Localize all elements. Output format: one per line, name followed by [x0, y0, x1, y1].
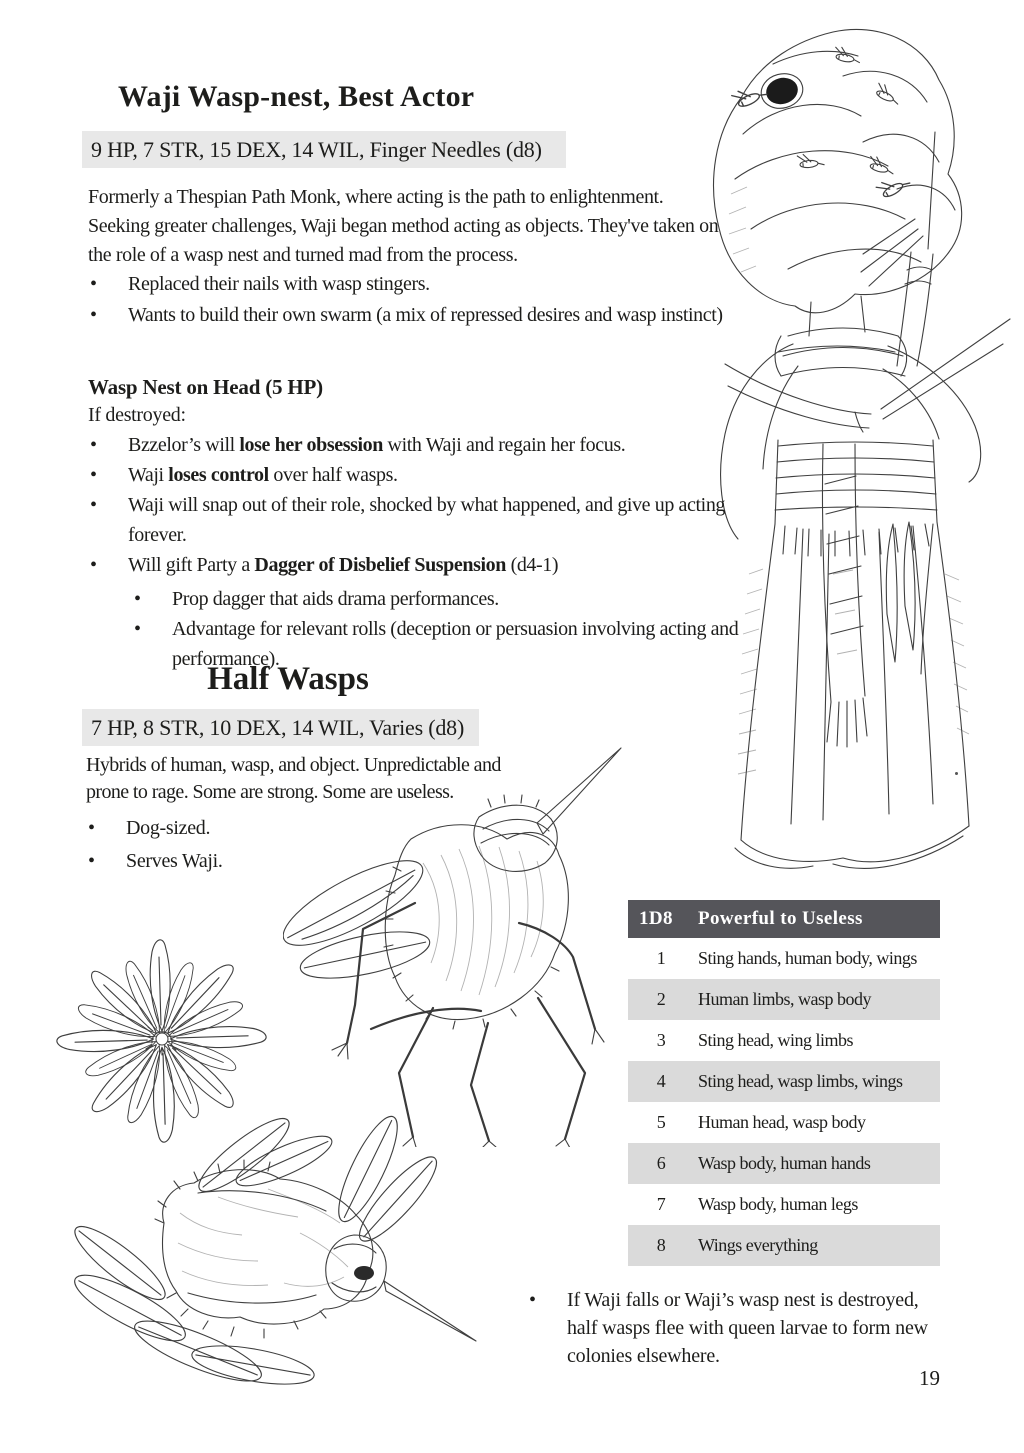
table-row [628, 1225, 940, 1266]
text-run: Will gift Party a [128, 554, 255, 576]
waji-stat-line: 9 HP, 7 STR, 15 DEX, 14 WIL, Finger Needles (d8) [82, 131, 566, 168]
text-run: Bzzelor’s will [128, 434, 240, 456]
flower-petals [57, 940, 266, 1142]
nest-heading: Wasp Nest on Head (5 HP) [88, 375, 323, 399]
roll-cell: 3 [656, 1030, 666, 1050]
half-wasps-bullet-list [86, 812, 506, 878]
result-cell: Sting head, wasp limbs, wings [694, 1061, 940, 1102]
table-row [628, 1184, 940, 1225]
waji-intro-paragraph: Formerly a Thespian Path Monk, where acting is the path to enlightenment. Seeking greater challenges, Waji began method acting as objects. They've taken on the role of a wasp nest and turned mad from the process. [88, 186, 719, 266]
roll-cell: 6 [628, 1143, 694, 1184]
list-item [88, 550, 740, 580]
roll-cell: 2 [628, 979, 694, 1020]
print-dot-artifact [955, 772, 958, 775]
table-row [628, 1061, 940, 1102]
text-run: Waji will snap out of their role, shocked by what happened, and give up acting forever. [128, 494, 726, 546]
text-run: (d4-1) [505, 554, 559, 576]
table-row [628, 1143, 940, 1184]
scarf-and-neck-group [775, 296, 907, 376]
nest-head-group [714, 29, 962, 312]
waji-bullet-list [88, 269, 736, 331]
table-header-row [628, 900, 940, 938]
half-wasp-roll-table [628, 900, 940, 1266]
list-item [88, 460, 740, 490]
half-wasp-horn [537, 748, 621, 834]
roll-cell: 7 [656, 1194, 666, 1214]
roll-cell: 1 [656, 948, 666, 968]
list-item: • Replaced their nails with wasp stingers. [88, 269, 736, 300]
table-row [628, 1020, 940, 1061]
table-header-result: Powerful to Useless [694, 900, 940, 938]
flying-wasp-body [155, 1160, 373, 1338]
half-wasps-intro-paragraph: Hybrids of human, wasp, and object. Unpredictable and prone to rage. Some are strong. Some are useless. [86, 754, 501, 803]
table-row [628, 979, 940, 1020]
text-run: with Waji and regain her focus. [382, 434, 626, 456]
flower-illustration [48, 923, 282, 1157]
table-row [628, 1102, 940, 1143]
roll-cell: 8 [628, 1225, 694, 1266]
roll-cell: 4 [628, 1061, 694, 1102]
result-cell: Sting head, wing limbs [698, 1030, 853, 1050]
result-cell: Wasp body, human hands [694, 1143, 940, 1184]
nest-intro: If destroyed: [88, 404, 186, 426]
roll-cell: 5 [656, 1112, 666, 1132]
flying-wasp-stinger [384, 1281, 476, 1341]
flying-wasp-head [326, 1235, 386, 1301]
table-row [628, 938, 940, 979]
bold-run: Dagger of Disbelief Suspension [254, 554, 506, 576]
flying-wasp-wings [68, 1109, 446, 1393]
footer-bullet-list [527, 1286, 951, 1370]
flying-wasp-fur [178, 1189, 348, 1286]
list-item [88, 430, 740, 460]
list-item: • Dog-sized. [86, 812, 506, 845]
list-item: • Prop dagger that aids drama performances. [132, 584, 776, 614]
list-item [88, 490, 740, 550]
result-cell: Sting hands, human body, wings [698, 948, 917, 968]
table-header-roll: 1D8 [628, 900, 694, 938]
half-wasp-legs [332, 903, 604, 1147]
list-item: • Serves Waji. [86, 845, 506, 878]
flying-wasp-drawing [68, 1103, 482, 1437]
list-item: • Wants to build their own swarm (a mix of repressed desires and wasp instinct) [88, 300, 736, 331]
result-cell: Human head, wasp body [698, 1112, 866, 1132]
half-wasps-stat-line: 7 HP, 8 STR, 10 DEX, 14 WIL, Varies (d8) [82, 709, 479, 746]
figure-shading-hatch [729, 187, 969, 774]
list-item: • If Waji falls or Waji’s wasp nest is destroyed, half wasps flee with queen larvae to form new colonies elsewhere. [527, 1286, 951, 1370]
nest-bullet-list [88, 430, 740, 580]
text-run: Waji [128, 464, 169, 486]
result-cell: Wasp body, human legs [698, 1194, 858, 1214]
bold-run: lose her obsession [239, 434, 383, 456]
result-cell: Human limbs, wasp body [694, 979, 940, 1020]
flower-drawing [48, 923, 282, 1157]
sash-ribbons-group [822, 444, 915, 747]
flying-wasp-illustration [68, 1103, 482, 1437]
page-title: Waji Wasp-nest, Best Actor [118, 80, 475, 113]
result-cell: Wings everything [694, 1225, 940, 1266]
bold-run: loses control [168, 464, 269, 486]
page-number: 19 [919, 1366, 940, 1390]
raised-arm-group [861, 132, 935, 366]
half-wasps-heading: Half Wasps [207, 661, 369, 697]
list-item: • Advantage for relevant rolls (deception or persuasion involving acting and performance). [132, 614, 776, 674]
text-run: over half wasps. [268, 464, 398, 486]
skirt-group [735, 522, 969, 868]
robe-body-group [721, 319, 1010, 556]
